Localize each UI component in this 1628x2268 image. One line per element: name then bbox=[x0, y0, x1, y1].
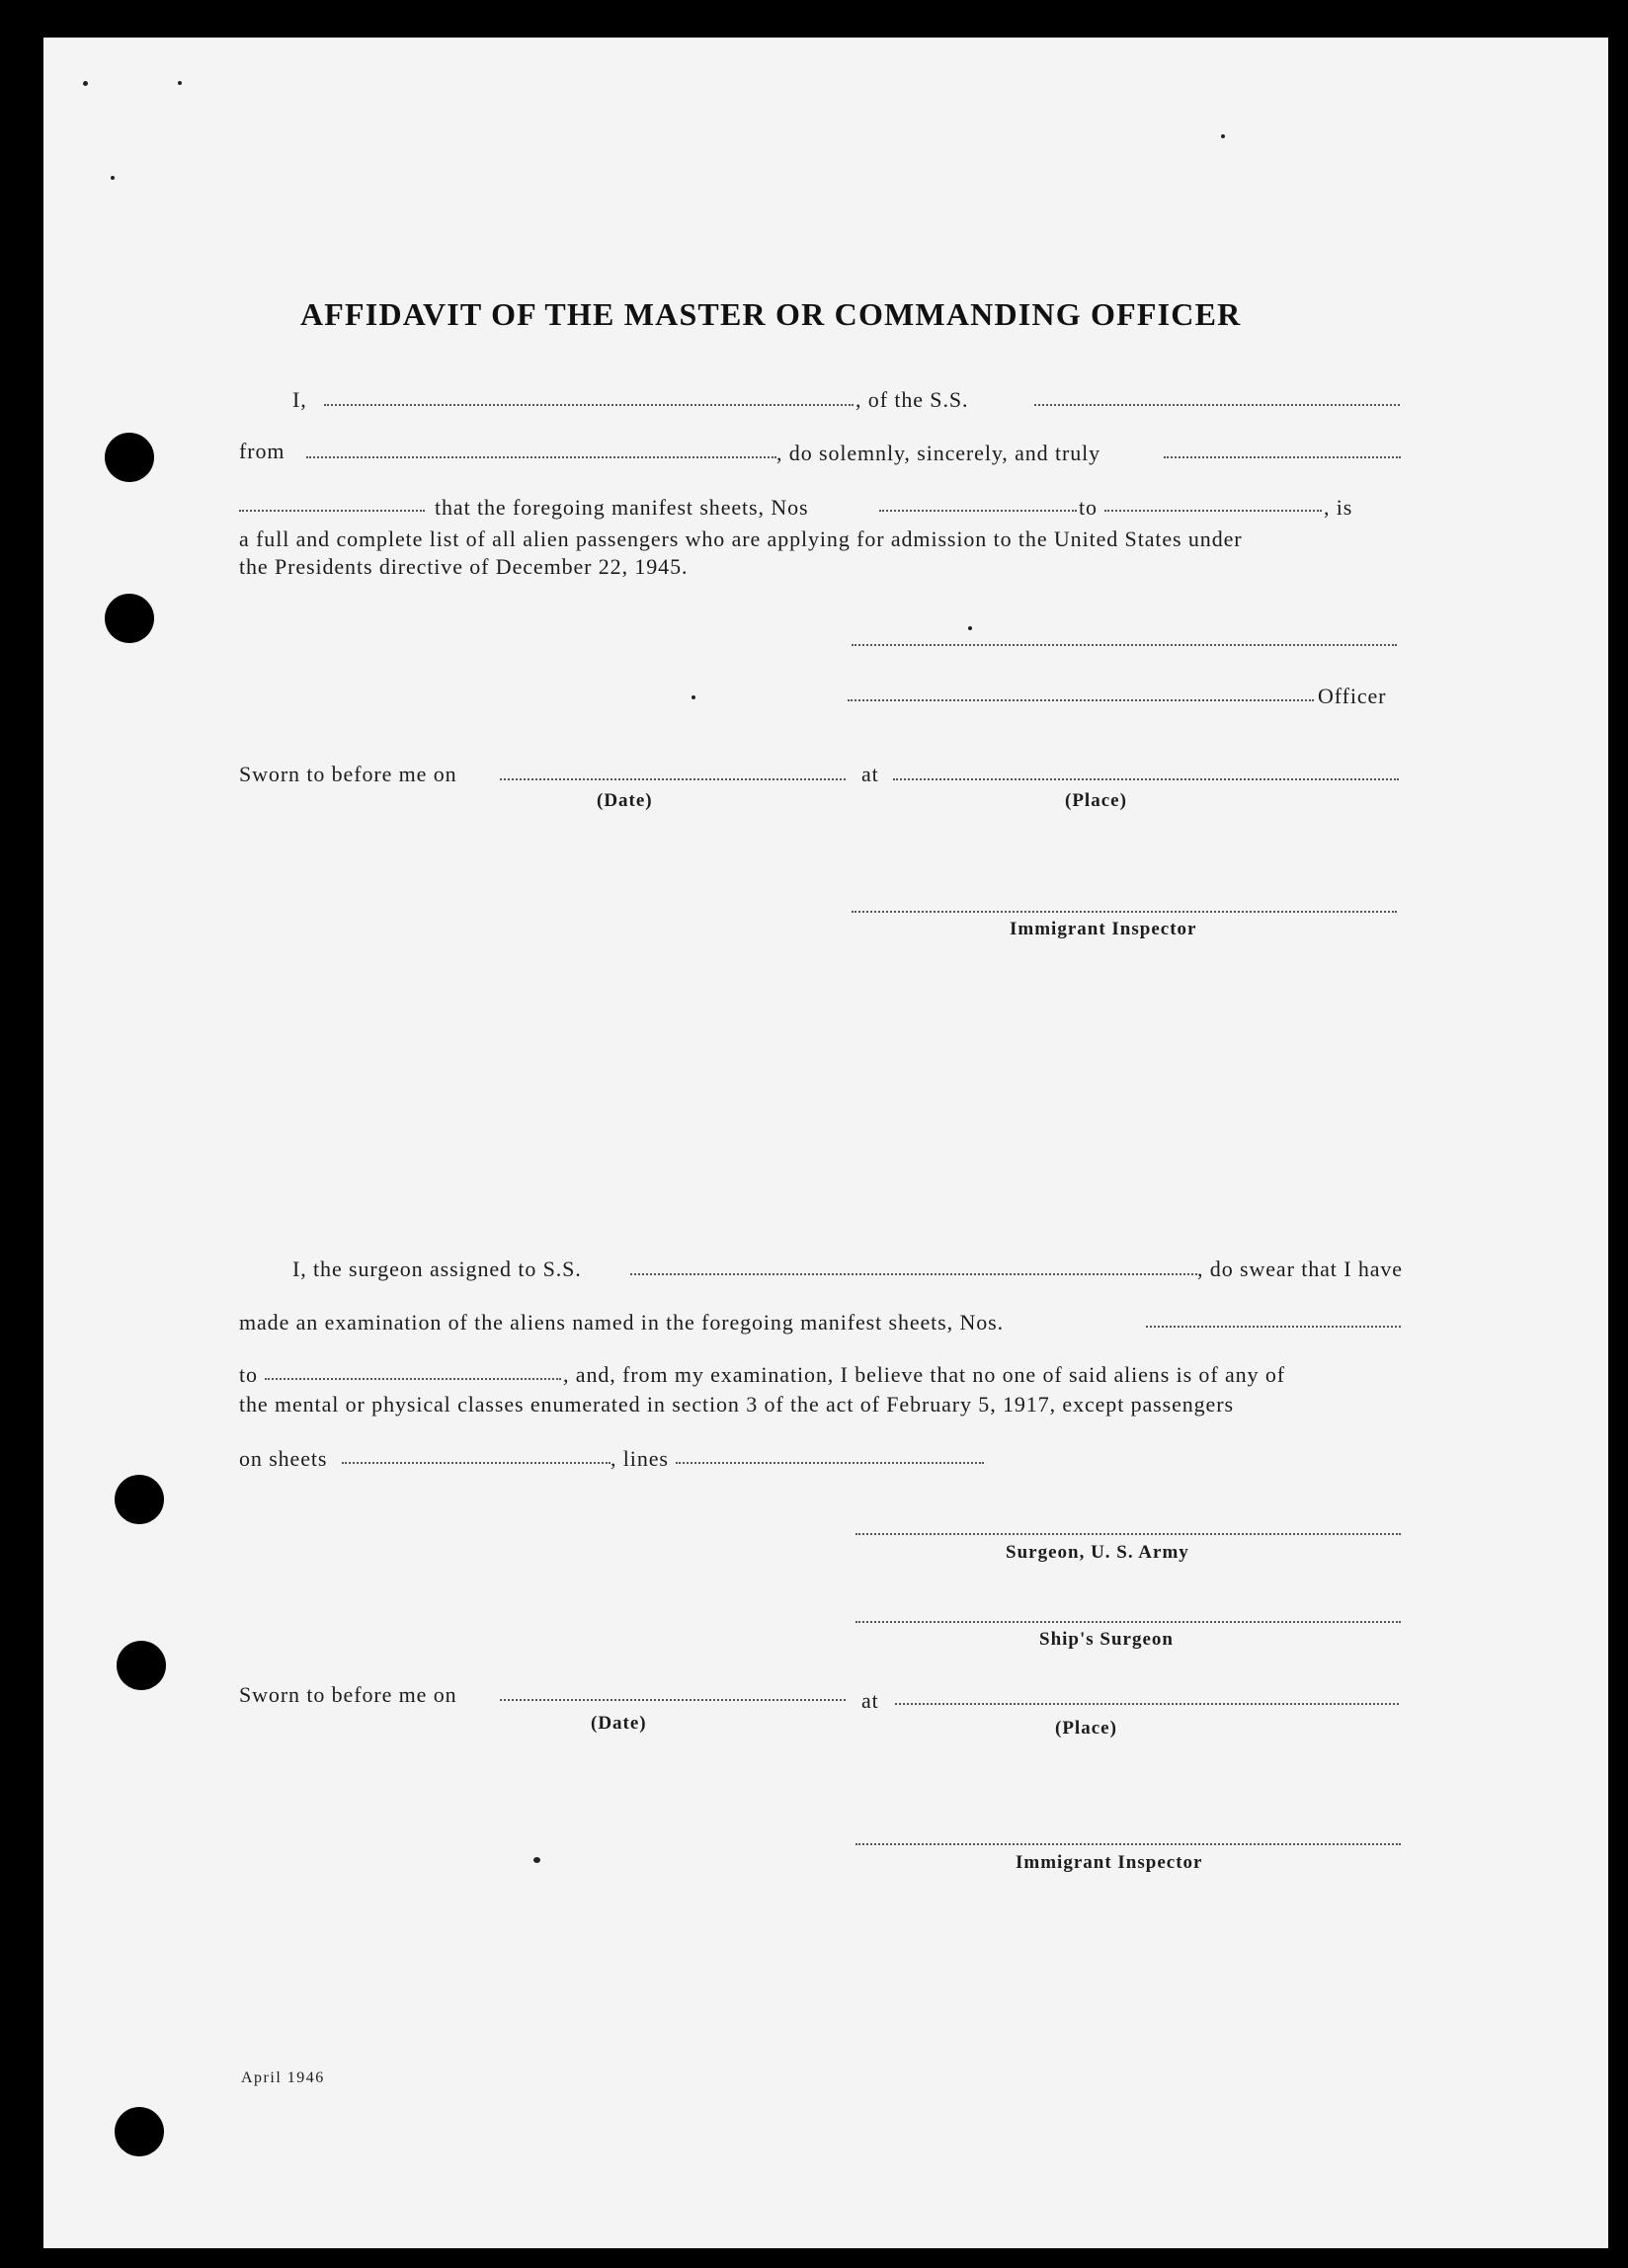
master-signature-line[interactable] bbox=[852, 644, 1397, 646]
army-surgeon-caption: Surgeon, U. S. Army bbox=[1006, 1542, 1189, 1563]
master-at-label: at bbox=[861, 762, 879, 786]
surgeon-ship-field[interactable] bbox=[630, 1273, 1197, 1275]
master-date-caption: (Date) bbox=[597, 790, 653, 811]
scan-speck bbox=[968, 626, 972, 630]
master-oath-field[interactable] bbox=[1164, 456, 1401, 458]
scan-speck bbox=[692, 695, 695, 699]
punch-hole bbox=[105, 594, 154, 643]
surgeon-nos-to-field[interactable] bbox=[265, 1378, 561, 1380]
master-inspector-caption: Immigrant Inspector bbox=[1010, 919, 1197, 939]
punch-hole bbox=[105, 433, 154, 482]
master-oath-field-continued[interactable] bbox=[239, 510, 425, 512]
surgeon-lines-field[interactable] bbox=[676, 1462, 984, 1464]
master-statement-line: the Presidents directive of December 22, 1945. bbox=[239, 554, 689, 579]
master-sworn-place-field[interactable] bbox=[893, 778, 1399, 780]
master-solemnly-text: , do solemnly, sincerely, and truly bbox=[776, 441, 1101, 465]
master-sworn-date-field[interactable] bbox=[500, 778, 846, 780]
master-statement-line: a full and complete list of all alien passengers who are applying for admission to the United States under bbox=[239, 526, 1243, 551]
punch-hole bbox=[115, 1475, 164, 1524]
surgeon-sworn-label: Sworn to before me on bbox=[239, 1682, 457, 1707]
master-is-label: , is bbox=[1324, 495, 1353, 520]
surgeon-at-label: at bbox=[861, 1688, 879, 1713]
surgeon-sworn-date-field[interactable] bbox=[500, 1699, 846, 1701]
army-surgeon-signature-line[interactable] bbox=[855, 1533, 1401, 1535]
surgeon-nos-from-field[interactable] bbox=[1146, 1326, 1401, 1328]
scan-speck bbox=[83, 81, 88, 86]
surgeon-sworn-place-field[interactable] bbox=[895, 1703, 1399, 1705]
master-to-label: to bbox=[1079, 495, 1098, 520]
master-place-caption: (Place) bbox=[1065, 790, 1127, 811]
master-nos-from-field[interactable] bbox=[879, 510, 1077, 512]
master-sworn-label: Sworn to before me on bbox=[239, 762, 457, 786]
form-page bbox=[43, 38, 1608, 2248]
surgeon-place-caption: (Place) bbox=[1055, 1718, 1117, 1739]
surgeon-intro-label: I, the surgeon assigned to S.S. bbox=[292, 1256, 582, 1281]
scan-speck bbox=[178, 81, 182, 85]
master-from-label: from bbox=[239, 439, 285, 463]
scan-speck bbox=[533, 1857, 540, 1863]
surgeon-sheets-label: on sheets bbox=[239, 1446, 328, 1471]
surgeon-sheets-field[interactable] bbox=[342, 1462, 610, 1464]
surgeon-inspector-signature-line[interactable] bbox=[855, 1843, 1401, 1845]
surgeon-classes-text: the mental or physical classes enumerated in section 3 of the act of February 5, 1917, except passengers bbox=[239, 1392, 1234, 1417]
master-i-label: I, bbox=[292, 387, 307, 412]
master-of-ss-label: , of the S.S. bbox=[855, 387, 969, 412]
master-from-field[interactable] bbox=[306, 456, 776, 458]
surgeon-swear-text: , do swear that I have bbox=[1197, 1256, 1403, 1281]
surgeon-belief-text: , and, from my examination, I believe that no one of said aliens is of any of bbox=[563, 1362, 1285, 1387]
surgeon-lines-label: , lines bbox=[610, 1446, 669, 1471]
master-ship-field[interactable] bbox=[1034, 404, 1400, 406]
surgeon-to-label: to bbox=[239, 1362, 258, 1387]
scan-speck bbox=[1221, 134, 1225, 138]
master-inspector-signature-line[interactable] bbox=[852, 911, 1397, 913]
surgeon-date-caption: (Date) bbox=[591, 1713, 647, 1734]
officer-signature-line[interactable] bbox=[848, 699, 1314, 701]
master-nos-to-field[interactable] bbox=[1104, 510, 1322, 512]
surgeon-inspector-caption: Immigrant Inspector bbox=[1016, 1852, 1203, 1873]
surgeon-examination-text: made an examination of the aliens named in the foregoing manifest sheets, Nos. bbox=[239, 1310, 1004, 1335]
punch-hole bbox=[115, 2107, 164, 2156]
form-date-footer: April 1946 bbox=[241, 2069, 325, 2086]
ship-surgeon-signature-line[interactable] bbox=[855, 1621, 1401, 1623]
master-manifest-text: that the foregoing manifest sheets, Nos bbox=[435, 495, 809, 520]
punch-hole bbox=[117, 1641, 166, 1690]
form-title: AFFIDAVIT OF THE MASTER OR COMMANDING OFFICER bbox=[300, 296, 1242, 332]
scan-speck bbox=[111, 176, 115, 180]
officer-label: Officer bbox=[1318, 684, 1387, 708]
master-name-field[interactable] bbox=[324, 404, 854, 406]
ship-surgeon-caption: Ship's Surgeon bbox=[1039, 1629, 1174, 1650]
